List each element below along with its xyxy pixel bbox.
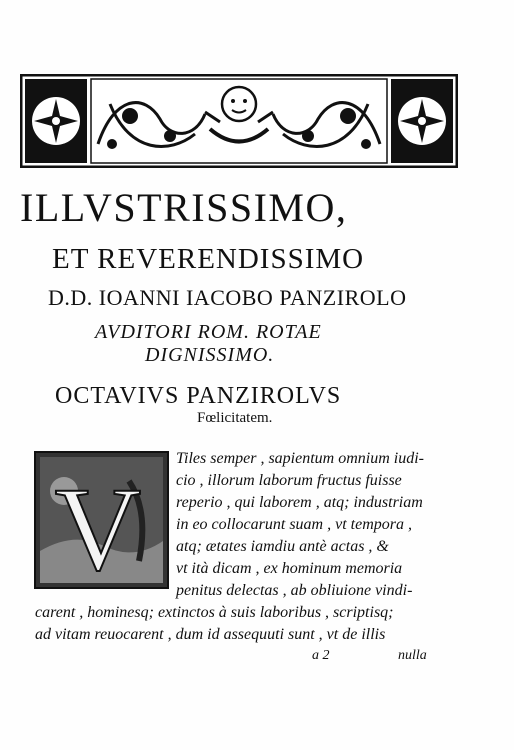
heading-line-5: DIGNISSIMO. bbox=[145, 344, 275, 366]
body-line: in eo collocarunt suam , vt tempora , bbox=[176, 516, 412, 533]
heading-line-4: AVDITORI ROM. ROTAE bbox=[95, 321, 322, 343]
greeting: Fœlicitatem. bbox=[197, 410, 273, 426]
body-line: reperio , qui laborem , atq; industriam bbox=[176, 494, 423, 511]
heading-line-1: ILLVSTRISSIMO, bbox=[20, 185, 348, 230]
catchword: nulla bbox=[398, 648, 427, 663]
body-line: cio , illorum laborum fructus fuisse bbox=[176, 472, 402, 489]
body-line: ad vitam reuocarent , dum id assequuti sunt , vt de illis bbox=[35, 626, 386, 643]
signature-mark: a 2 bbox=[312, 648, 330, 663]
heading-line-2: ET REVERENDISSIMO bbox=[52, 243, 365, 275]
body-line: atq; ætates iamdiu antè actas , & bbox=[176, 538, 389, 555]
author-name: OCTAVIVS PANZIROLVS bbox=[55, 383, 342, 409]
body-line: Tiles semper , sapientum omnium iudi- bbox=[176, 450, 424, 467]
initial-letter: V bbox=[54, 462, 142, 589]
decorated-initial bbox=[34, 451, 169, 589]
body-line: vt ità dicam , ex hominum memoria bbox=[176, 560, 403, 577]
body-line: penitus delectas , ab obliuione vindi- bbox=[176, 582, 413, 599]
ornamental-headpiece bbox=[20, 74, 458, 168]
body-line: carent , hominesq; extinctos à suis laboribus , scriptisq; bbox=[35, 604, 394, 621]
heading-line-3: D.D. IOANNI IACOBO PANZIROLO bbox=[48, 285, 407, 310]
